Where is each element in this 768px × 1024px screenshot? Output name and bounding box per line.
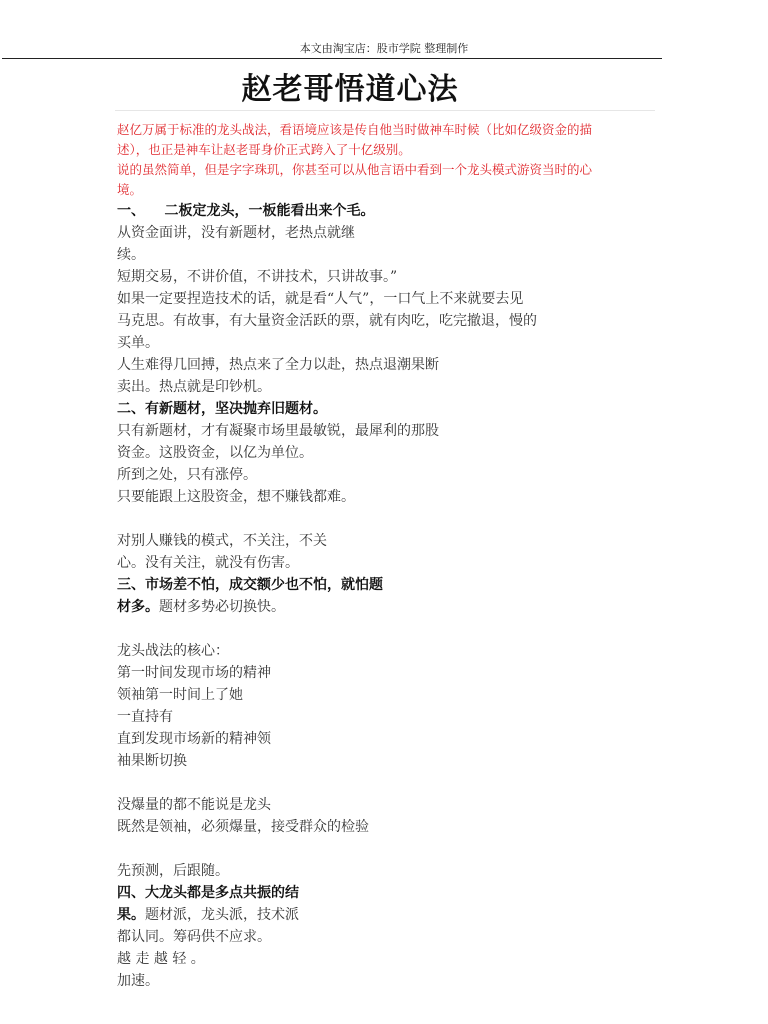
section1-heading: 一、 二板定龙头，一板能看出来个毛。 xyxy=(117,203,375,219)
section4-line: 都认同。筹码供不应求。 xyxy=(117,929,271,945)
section3-heading-bold: 材多。 xyxy=(117,599,159,615)
intro-paragraph xyxy=(117,120,657,200)
section1-line: 短期交易，不讲价值，不讲技术，只讲故事。” xyxy=(117,269,398,285)
section1-line: 续。 xyxy=(117,247,145,263)
intro-line: 境。 xyxy=(117,182,143,197)
predict-line: 先预测，后跟随。 xyxy=(117,863,229,879)
paragraph-gap xyxy=(117,772,657,794)
section3-heading: 三、市场差不怕，成交额少也不怕，就怕题 xyxy=(117,577,383,593)
section2-heading: 二、有新题材，坚决抛弃旧题材。 xyxy=(117,401,327,417)
section2-line: 只要能跟上这股资金，想不赚钱都难。 xyxy=(117,489,355,505)
section4-heading-continued xyxy=(117,904,657,926)
core-line: 龙头战法的核心： xyxy=(117,643,229,659)
section2-line: 对别人赚钱的模式，不关注，不关 xyxy=(117,533,327,549)
core-line: 第一时间发现市场的精神 xyxy=(117,665,271,681)
volume-line: 没爆量的都不能说是龙头 xyxy=(117,797,271,813)
section3-heading-continued xyxy=(117,596,657,618)
volume-line: 既然是领袖，必须爆量，接受群众的检验 xyxy=(117,819,369,835)
section1-line: 从资金面讲，没有新题材，老热点就继 xyxy=(117,225,355,241)
section3-heading-rest: 题材多势必切换快。 xyxy=(159,599,285,615)
section2-line: 心。没有关注，就没有伤害。 xyxy=(117,555,299,571)
intro-line: 赵亿万属于标准的龙头战法，看语境应该是传自他当时做神车时候（比如亿级资金的描 xyxy=(117,122,593,137)
section4-line: 越 走 越 轻 。 xyxy=(117,951,205,967)
document-title: 赵老哥悟道心法 xyxy=(241,72,459,107)
paragraph-gap xyxy=(117,508,657,530)
section1-line: 如果一定要捏造技术的话，就是看“人气”，一口气上不来就要去见 xyxy=(117,291,524,307)
document-body xyxy=(117,120,657,992)
section4-heading: 四、大龙头都是多点共振的结 xyxy=(117,885,299,901)
paragraph-gap xyxy=(117,838,657,860)
title-divider xyxy=(115,110,655,111)
section1-line: 卖出。热点就是印钞机。 xyxy=(117,379,271,395)
source-header: 本文由淘宝店：股市学院 整理制作 xyxy=(299,42,469,55)
core-line: 一直持有 xyxy=(117,709,173,725)
core-line: 袖果断切换 xyxy=(117,753,187,769)
section4-heading-bold: 果。 xyxy=(117,907,145,923)
section1-line: 买单。 xyxy=(117,335,159,351)
section4-line: 加速。 xyxy=(117,973,159,989)
section2-line: 所到之处，只有涨停。 xyxy=(117,467,257,483)
intro-line: 述），也正是神车让赵老哥身价正式跨入了十亿级别。 xyxy=(117,142,411,157)
section1-line: 人生难得几回搏，热点来了全力以赴，热点退潮果断 xyxy=(117,357,439,373)
core-line: 直到发现市场新的精神领 xyxy=(117,731,271,747)
section4-heading-rest: 题材派，龙头派，技术派 xyxy=(145,907,299,923)
section1-line: 马克思。有故事，有大量资金活跃的票，就有肉吃，吃完撤退，慢的 xyxy=(117,313,537,329)
section2-line: 资金。这股资金，以亿为单位。 xyxy=(117,445,313,461)
core-line: 领袖第一时间上了她 xyxy=(117,687,243,703)
paragraph-gap xyxy=(117,618,657,640)
header-divider xyxy=(2,58,662,59)
intro-line: 说的虽然简单，但是字字珠玑，你甚至可以从他言语中看到一个龙头模式游资当时的心 xyxy=(117,162,593,177)
section2-line: 只有新题材，才有凝聚市场里最敏锐，最犀利的那股 xyxy=(117,423,439,439)
